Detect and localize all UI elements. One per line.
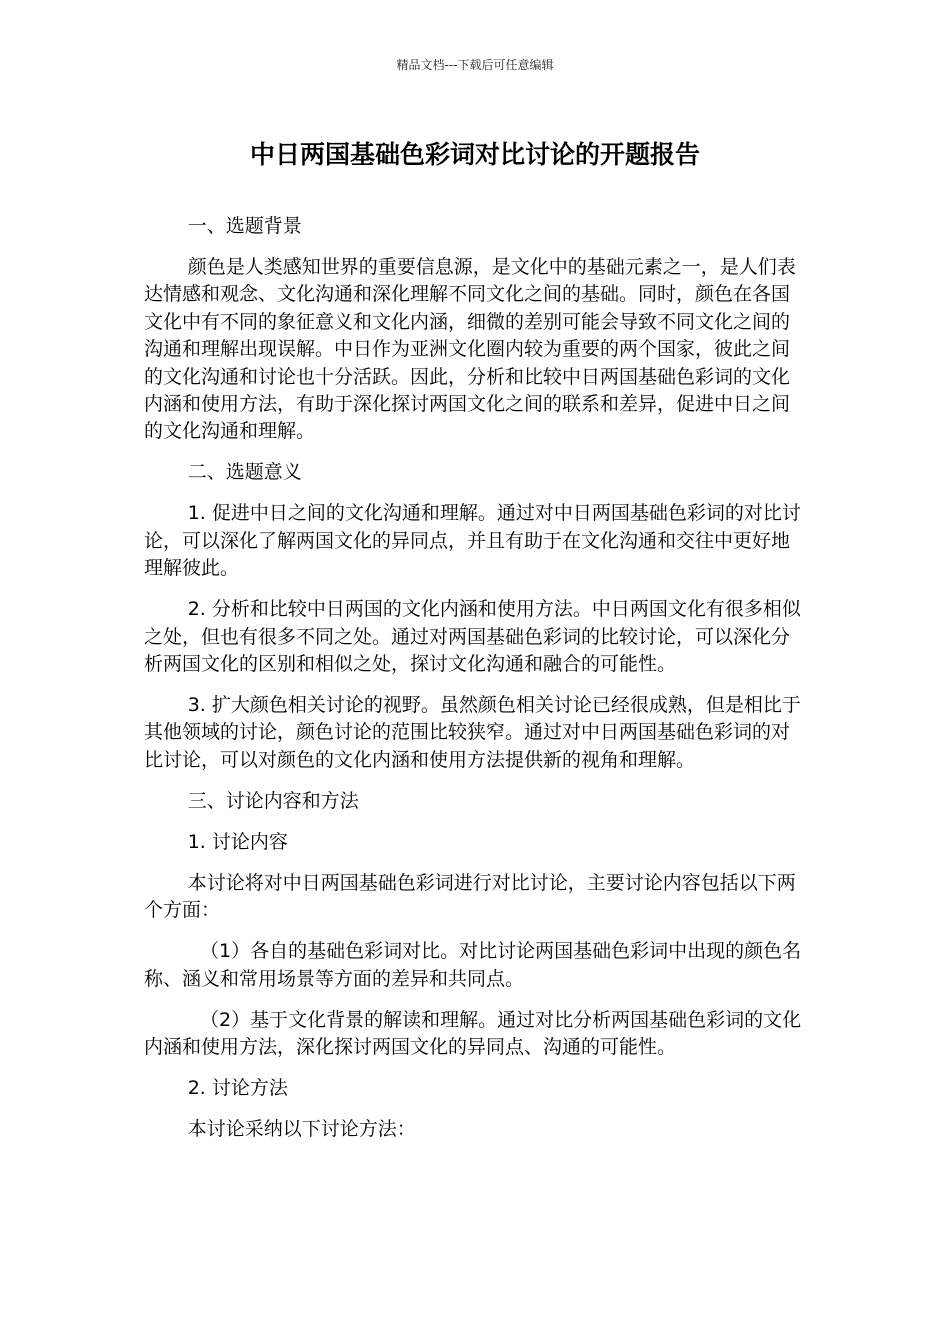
section-heading-background: 一、选题背景 xyxy=(187,215,302,237)
subheading-method: 2. 讨论方法 xyxy=(187,1077,288,1100)
paragraph-content-item-1: （1）各自的基础色彩词对比。对比讨论两国基础色彩词中出现的颜色名称、涵义和常用场景等方面的差异和共同点。 xyxy=(144,940,802,990)
paragraph-significance-1: 1. 促进中日之间的文化沟通和理解。通过对中日两国基础色彩词的对比讨论，可以深化了解两国文化的异同点，并且有助于在文化沟通和交往中更好地理解彼此。 xyxy=(144,502,801,580)
paragraph-content-intro: 本讨论将对中日两国基础色彩词进行对比讨论，主要讨论内容包括以下两个方面： xyxy=(144,871,796,922)
paragraph-method-intro: 本讨论采纳以下讨论方法： xyxy=(187,1118,416,1141)
paragraph-significance-2: 2. 分析和比较中日两国的文化内涵和使用方法。中日两国文化有很多相似之处，但也有很多不同之处。通过对两国基础色彩词的比较讨论，可以深化分析两国文化的区别和相似之处，探讨文化沟通和融合的可能性。 xyxy=(144,598,801,676)
paragraph-background: 颜色是人类感知世界的重要信息源，是文化中的基础元素之一，是人们表达情感和观念、文化沟通和深化理解不同文化之间的基础。同时，颜色在各国文化中有不同的象征意义和文化内涵，细微的差别可能会导致不同文化之间的沟通和理解出现误解。中日作为亚洲文化圈内较为重要的两个国家，彼此之间的文化沟通和讨论也十分活跃。因此，分析和比较中日两国基础色彩词的文化内涵和使用方法，有助于深化探讨两国文化之间的联系和差异，促进中日之间的文化沟通和理解。 xyxy=(144,256,796,443)
header-note: 精品文档---下载后可任意编辑 xyxy=(396,58,554,72)
document-title: 中日两国基础色彩词对比讨论的开题报告 xyxy=(249,140,700,169)
paragraph-significance-3: 3. 扩大颜色相关讨论的视野。虽然颜色相关讨论已经很成熟，但是相比于其他领域的讨论，颜色讨论的范围比较狭窄。通过对中日两国基础色彩词的对比讨论，可以对颜色的文化内涵和使用方法提供新的视角和理解。 xyxy=(144,694,801,771)
section-heading-significance: 二、选题意义 xyxy=(187,461,302,484)
document-body xyxy=(144,213,808,1157)
paragraph-content-item-2: （2）基于文化背景的解读和理解。通过对比分析两国基础色彩词的文化内涵和使用方法，深化探讨两国文化的异同点、沟通的可能性。 xyxy=(144,1008,802,1059)
subheading-content: 1. 讨论内容 xyxy=(187,830,288,853)
section-heading-content-method: 三、讨论内容和方法 xyxy=(187,789,359,812)
